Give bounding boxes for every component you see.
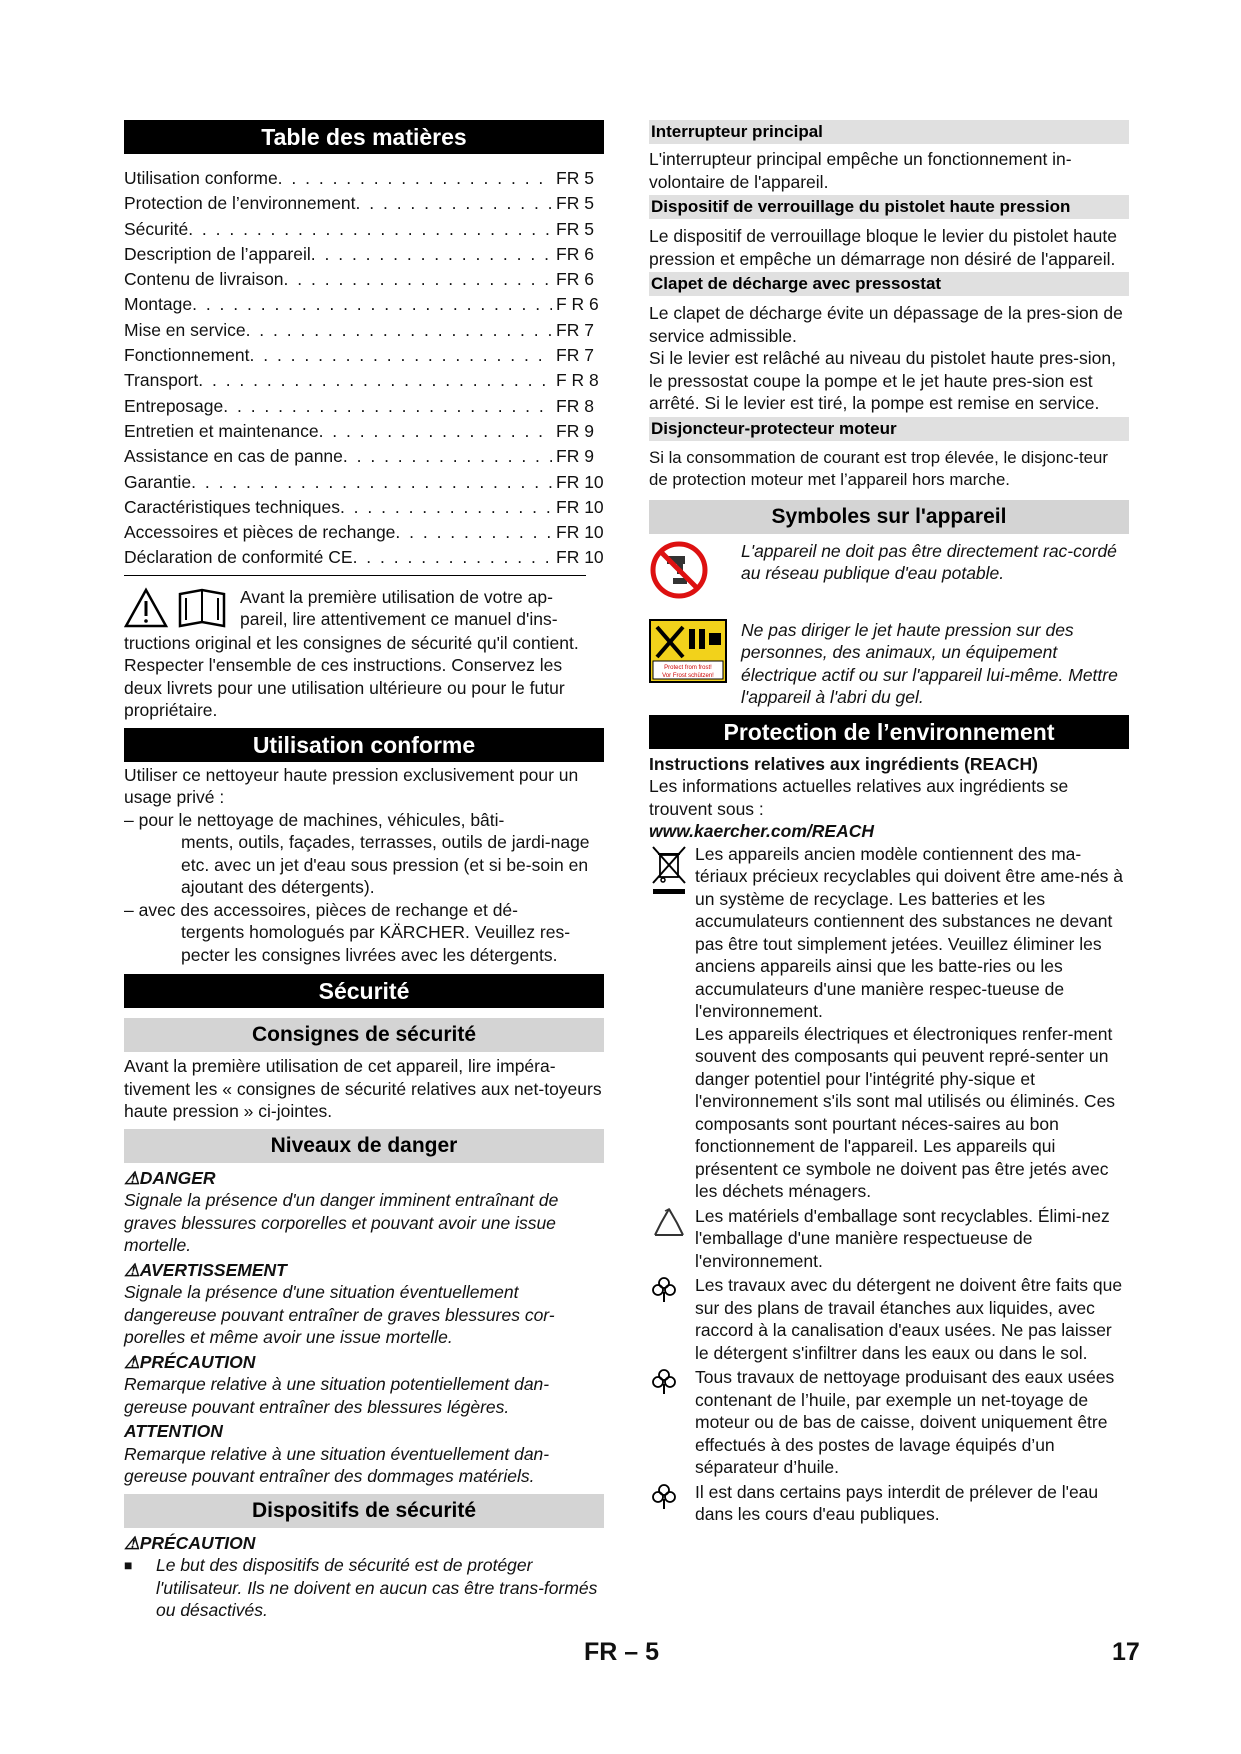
toc-entry[interactable]	[124, 470, 604, 495]
toc-entry[interactable]	[124, 217, 604, 242]
toc-entry-title: Description de l’appareil	[124, 243, 311, 264]
toc-leader-dots	[191, 470, 552, 495]
no-spray-warning-icon	[649, 619, 741, 709]
toc-divider	[124, 575, 586, 576]
usage-section	[124, 764, 604, 967]
toc-entry-page: FR 7	[556, 345, 594, 366]
main-switch-text: L'interrupteur principal empêche un fonctionnement in-volontaire de l'appareil.	[649, 149, 1072, 192]
toc-entry-title: Fonctionnement	[124, 345, 250, 366]
toc-entry-page: FR 10	[556, 522, 604, 543]
warning-small-icon: ⚠	[124, 1167, 140, 1188]
devices-item	[124, 1554, 604, 1622]
usage-text: Utiliser ce nettoyeur haute pression exclusivement pour un usage privé :	[124, 764, 579, 808]
valve-text-1: Le clapet de décharge évite un dépassage de la pres-sion de service admissible.	[649, 303, 1123, 346]
toc-leader-dots	[395, 520, 552, 545]
levels-heading: Niveaux de danger	[124, 1129, 604, 1163]
valve-heading: Clapet de décharge avec pressostat	[649, 272, 1129, 296]
toc-entry-title: Déclaration de conformité CE	[124, 547, 353, 568]
symbol-2	[649, 619, 1129, 709]
toc-leader-dots	[278, 166, 552, 191]
symbol-2-sign-2: Vor Frost schützen!	[662, 672, 714, 679]
water-block	[649, 1481, 1129, 1526]
toc-entry-page: FR 9	[556, 446, 594, 467]
recycle-icon	[649, 1205, 695, 1273]
toc-entry-page: FR 9	[556, 420, 594, 441]
footer-page-number: 17	[1112, 1638, 1140, 1666]
weee-text-1: Les appareils ancien modèle contiennent des ma-tériaux précieux recyclables qui doivent être ame-nés à un système de recyclage. Les batteries et les accumulateurs contiennent des substances ne devant pas être tout simplement jetées. Veuillez éliminer les anciens appareils ainsi que les batte-ries ou les accumulateurs d'une manière respec-tueuse de l'environnement.	[695, 843, 1123, 1021]
water-text: Il est dans certains pays interdit de prélever de l'eau dans les cours d'eau publiques.	[695, 1481, 1099, 1524]
toc-leader-dots	[198, 368, 552, 393]
bullet-square-icon: ■	[124, 1557, 133, 1574]
danger-level-text: Signale la présence d'un danger imminent entraînant de graves blessures corporelles et pouvant avoir une issue mortelle.	[124, 1190, 559, 1256]
usage-item-1-first: – pour le nettoyage de machines, véhicules, bâti-	[124, 809, 505, 830]
toc-entry[interactable]	[124, 318, 604, 343]
toc-leader-dots	[223, 394, 552, 419]
table-of-contents	[124, 166, 604, 571]
environment-tree-icon	[649, 1481, 695, 1526]
toc-entry-page: FR 7	[556, 319, 594, 340]
symbols-heading: Symboles sur l'appareil	[649, 500, 1129, 534]
toc-entry[interactable]	[124, 166, 604, 191]
usage-item-2	[124, 899, 604, 967]
intro-line-2: pareil, lire attentivement ce manuel d'ins-	[240, 609, 558, 630]
toc-entry-title: Transport	[124, 370, 199, 391]
toc-entry[interactable]	[124, 444, 604, 469]
toc-leader-dots	[356, 191, 552, 216]
toc-entry-page: FR 10	[556, 547, 604, 568]
danger-level-label: ATTENTION	[124, 1421, 223, 1442]
lock-heading: Dispositif de verrouillage du pistolet haute pression	[649, 195, 1129, 219]
toc-entry-page: FR 5	[556, 168, 594, 188]
recycle-block	[649, 1205, 1129, 1273]
usage-item-2-rest: tergents homologués par KÄRCHER. Veuillez res-pecter les consignes livrées avec les détergents.	[181, 922, 571, 965]
toc-entry-page: FR 8	[556, 395, 594, 416]
toc-leader-dots	[188, 217, 552, 242]
valve-text-2: Si le levier est relâché au niveau du pistolet haute pres-sion, le pressostat coupe la pompe et le jet haute pres-sion est arrêté. Si le levier est tiré, la pompe est remise en service.	[649, 348, 1116, 413]
symbol-2-sign-1: Protect from frost!	[664, 664, 712, 671]
weee-text-2: Les appareils électriques et électroniques renfer-ment souvent des composants qui peuvent repré-senter un danger potentiel pour l'intégrité phy-sique et l'environnement s'ils sont mal utilisés ou éliminés. Ces composants sont pourtant néces-saires au bon fonctionnement de l'appareil. Les appareils qui présentent ce symbole ne doivent pas être jetés avec les déchets ménagers.	[695, 1023, 1116, 1201]
detergent-block	[649, 1274, 1129, 1364]
toc-leader-dots	[343, 444, 552, 469]
toc-entry-page: F R 8	[556, 370, 599, 391]
reach-url[interactable]: www.kaercher.com/REACH	[649, 821, 874, 841]
crossed-bin-icon	[649, 843, 695, 1203]
toc-leader-dots	[246, 318, 552, 343]
intro-text: tructions original et les consignes de sécurité qu'il contient. Respecter l'ensemble de ces instructions. Conservez les deux livrets pour une utilisation ultérieure ou pour le futur propriétaire.	[124, 632, 579, 721]
toc-entry[interactable]	[124, 520, 604, 545]
usage-item-1-rest: ments, outils, façades, terrasses, outils de jardi-nage etc. avec un jet d'eau sous pression (et si be-soin en ajoutant des détergents).	[181, 832, 590, 898]
environment-heading: Protection de l’environnement	[649, 715, 1129, 749]
toc-leader-dots	[284, 267, 552, 292]
toc-entry[interactable]	[124, 292, 604, 317]
toc-entry-page: FR 5	[556, 193, 594, 214]
toc-entry[interactable]	[124, 495, 604, 520]
reach-heading: Instructions relatives aux ingrédients (REACH)	[649, 753, 1038, 774]
warning-small-icon: ⚠	[124, 1532, 140, 1553]
toc-leader-dots	[311, 242, 552, 267]
footer-section-label: FR – 5	[584, 1638, 660, 1666]
toc-entry-title: Garantie	[124, 471, 192, 492]
toc-entry-title: Assistance en cas de panne	[124, 446, 343, 467]
toc-entry-title: Utilisation conforme	[124, 168, 278, 188]
toc-entry-page: FR 10	[556, 471, 604, 492]
usage-item-1	[124, 809, 604, 899]
devices-heading: Dispositifs de sécurité	[124, 1494, 604, 1528]
toc-entry[interactable]	[124, 191, 604, 216]
symbol-1-text: L'appareil ne doit pas être directement rac-cordé au réseau publique d'eau potable.	[741, 540, 1117, 583]
toc-entry-page: FR 10	[556, 496, 604, 517]
toc-entry-page: F R 6	[556, 294, 599, 315]
toc-entry[interactable]	[124, 394, 604, 419]
symbol-1	[649, 540, 1129, 605]
danger-levels	[124, 1167, 604, 1488]
toc-entry-title: Caractéristiques techniques	[124, 496, 340, 517]
toc-entry[interactable]	[124, 368, 604, 393]
toc-entry[interactable]	[124, 343, 604, 368]
reach-text: Les informations actuelles relatives aux ingrédients se trouvent sous :	[649, 776, 1069, 819]
toc-entry-title: Entretien et maintenance	[124, 420, 319, 441]
warning-small-icon: ⚠	[124, 1351, 140, 1372]
toc-leader-dots	[250, 343, 553, 368]
no-drinking-water-icon	[649, 540, 741, 605]
detergent-text: Les travaux avec du détergent ne doivent être faits que sur des plans de travail étanches aux liquides, avec raccord à la canalisation d'eaux usées. Ne pas laisser le détergent s'infiltrer dans les eaux ou dans le sol.	[695, 1275, 1123, 1363]
toc-entry-title: Contenu de livraison	[124, 269, 284, 290]
toc-entry-page: FR 6	[556, 269, 594, 290]
toc-leader-dots	[340, 495, 552, 520]
recycle-text: Les matériels d'emballage sont recyclables. Élimi-nez l'emballage d'une manière respectueuse de l'environnement.	[695, 1205, 1110, 1271]
danger-level-text: Remarque relative à une situation potentiellement dan-gereuse pouvant entraîner des blessures légères.	[124, 1374, 550, 1417]
consignes-heading: Consignes de sécurité	[124, 1018, 604, 1052]
devices-text: Le but des dispositifs de sécurité est de protéger l'utilisateur. Ils ne doivent en aucun cas être trans-formés ou désactivés.	[156, 1555, 598, 1621]
warning-manual-icon	[124, 586, 240, 632]
toc-entry-title: Mise en service	[124, 319, 246, 340]
usage-heading: Utilisation conforme	[124, 728, 604, 762]
toc-heading: Table des matières	[124, 120, 604, 154]
toc-entry-page: FR 5	[556, 218, 594, 239]
danger-level-text: Signale la présence d'une situation éventuellement dangereuse pouvant entraîner de graves blessures cor-porelles et même avoir une issue mortelle.	[124, 1282, 555, 1348]
environment-tree-icon	[649, 1274, 695, 1364]
intro-line-1: Avant la première utilisation de votre ap-	[240, 586, 553, 607]
danger-level-label: ⚠DANGER	[124, 1167, 216, 1188]
intro-block	[124, 586, 604, 722]
toc-entry[interactable]	[124, 545, 604, 570]
breaker-text: Si la consommation de courant est trop élevée, le disjonc-teur de protection moteur met l’appareil hors marche.	[649, 447, 1108, 489]
toc-entry[interactable]	[124, 242, 604, 267]
symbol-2-text: Ne pas diriger le jet haute pression sur des personnes, des animaux, un équipement électrique actif ou sur l'appareil lui-même. Mettre l'appareil à l'abri du gel.	[741, 619, 1118, 707]
lock-text: Le dispositif de verrouillage bloque le levier du pistolet haute pression et empêche un démarrage non désiré de l'appareil.	[649, 226, 1117, 269]
danger-level-label: ⚠PRÉCAUTION	[124, 1351, 256, 1372]
left-column	[124, 120, 604, 1622]
weee-block	[649, 843, 1129, 1203]
oil-block	[649, 1366, 1129, 1479]
toc-entry-title: Accessoires et pièces de rechange	[124, 522, 396, 543]
toc-leader-dots	[319, 419, 552, 444]
security-heading: Sécurité	[124, 974, 604, 1008]
danger-level-text: Remarque relative à une situation éventuellement dan-gereuse pouvant entraîner des dommages matériels.	[124, 1443, 550, 1487]
devices-label: ⚠PRÉCAUTION	[124, 1532, 256, 1553]
toc-entry[interactable]	[124, 419, 604, 444]
toc-entry-title: Entreposage	[124, 395, 224, 416]
consignes-text: Avant la première utilisation de cet appareil, lire impéra-tivement les « consignes de sécurité relatives aux net-toyeurs haute pression » ci-jointes.	[124, 1056, 602, 1122]
toc-entry-title: Protection de l’environnement	[124, 193, 356, 214]
toc-entry-title: Montage	[124, 294, 193, 315]
usage-item-2-first: – avec des accessoires, pièces de rechange et dé-	[124, 899, 518, 920]
toc-leader-dots	[353, 545, 552, 570]
main-switch-heading: Interrupteur principal	[649, 120, 1129, 144]
toc-entry-page: FR 6	[556, 243, 594, 264]
warning-small-icon: ⚠	[124, 1259, 140, 1280]
toc-entry[interactable]	[124, 267, 604, 292]
breaker-heading: Disjoncteur-protecteur moteur	[649, 417, 1129, 441]
toc-entry-title: Sécurité	[124, 218, 189, 239]
danger-level-label: ⚠AVERTISSEMENT	[124, 1259, 287, 1280]
right-column	[649, 120, 1129, 1526]
oil-text: Tous travaux de nettoyage produisant des eaux usées contenant de l’huile, par exemple un net-toyage de moteur ou de bas de caisse, doivent uniquement être effectués à des postes de lavage équipés d’un séparateur d’huile.	[695, 1367, 1115, 1477]
toc-leader-dots	[192, 292, 552, 317]
environment-tree-icon	[649, 1366, 695, 1479]
